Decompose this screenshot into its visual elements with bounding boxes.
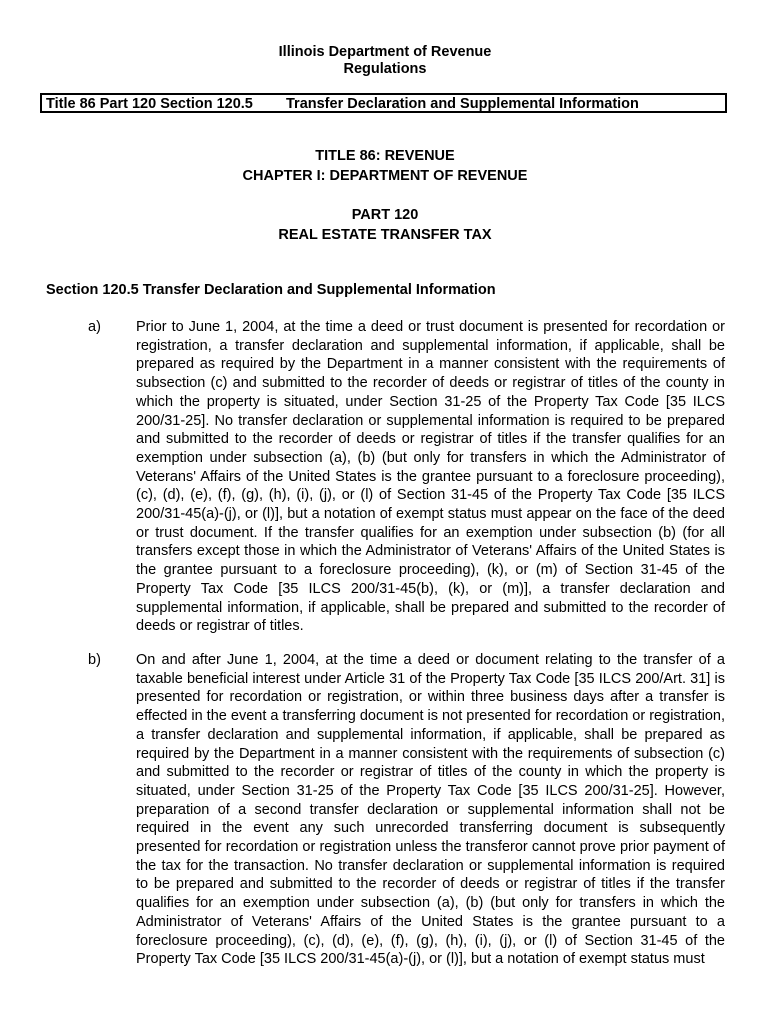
document-type: Regulations <box>343 61 427 77</box>
chapter-line: CHAPTER I: DEPARTMENT OF REVENUE <box>242 168 528 184</box>
section-title: Transfer Declaration and Supplemental Information <box>286 96 639 112</box>
subsection-label: b) <box>88 652 101 668</box>
section-heading: Section 120.5 Transfer Declaration and Supplemental Information <box>46 282 496 298</box>
part-number: PART 120 <box>351 207 419 223</box>
section-title-box <box>40 93 727 113</box>
agency-name: Illinois Department of Revenue <box>278 44 492 60</box>
section-citation: Title 86 Part 120 Section 120.5 <box>46 96 253 112</box>
subsection-text: Prior to June 1, 2004, at the time a deed or trust document is presented for recordation or registration, a transfer declaration and supplemental information, if applicable, shall be prepared as required by the Department in a manner consistent with the requirements of subsection (c) and submitted to the recorder of deeds or registrar of titles of the county in which the property is situated, under Section 31-25 of the Property Tax Code [35 ILCS 200/31-25]. No transfer declaration or supplemental information is required to be prepared and submitted to the recorder of deeds or registrar of titles if the transfer qualifies for an exemption under subsection (a), (b) (but only for transfers in which the Administrator of Veterans' Affairs of the United States is the grantee pursuant to a foreclosure proceeding), (c), (d), (e), (f), (g), (h), (i), (j), or (l) of Section 31-45 of the Property Tax Code [35 ILCS 200/31-45(a)-(j), or (l)], but a notation of exempt status must appear on the face of the deed or trust document. If the transfer qualifies for an exemption under subsection (b) (for all transfers except those in which the Administrator of Veterans' Affairs of the United States is the grantee pursuant to a foreclosure proceeding), (k), or (m) of Section 31-45 of the Property Tax Code [35 ILCS 200/31-45(b), (k), or (m)], a transfer declaration and supplemental information, if applicable, shall be prepared and submitted to the recorder of deeds or registrar of titles. <box>136 319 725 635</box>
title-line: TITLE 86: REVENUE <box>315 148 455 164</box>
subsection-text: On and after June 1, 2004, at the time a deed or document relating to the transfer of a taxable beneficial interest under Article 31 of the Property Tax Code [35 ILCS 200/Art. 31] is presented for recordation or registration, or within three business days after a transfer is effected in the event a transferring document is not presented for recordation or registration, a transfer declaration and supplemental information, if applicable, shall be prepared as required by the Department in a manner consistent with the requirements of subsection (c) and submitted to the recorder or registrar of titles of the county in which the property is situated, under Section 31-25 of the Property Tax Code [35 ILCS 200/31-25]. However, preparation of a second transfer declaration or supplemental information shall not be required in the event any such unrecorded transferring document is subsequently presented for recordation or registration unless the transferor cannot prove prior payment of the tax for the transaction. No transfer declaration or supplemental information is required to be prepared and submitted to the recorder of deeds or registrar of titles if the transfer qualifies for an exemption under subsection (a), (b) (but only for transfers in which the Administrator of Veterans' Affairs of the United States is the grantee pursuant to a foreclosure proceeding), (c), (d), (e), (f), (g), (h), (i), (j), or (l) of Section 31-45 of the Property Tax Code [35 ILCS 200/31-45(a)-(j), or (l)], but a notation of exempt status must <box>136 652 725 968</box>
part-heading <box>0 205 770 245</box>
part-name: REAL ESTATE TRANSFER TAX <box>278 227 492 243</box>
document-header <box>0 44 770 78</box>
subsection-label: a) <box>88 319 101 335</box>
title-heading <box>0 146 770 186</box>
